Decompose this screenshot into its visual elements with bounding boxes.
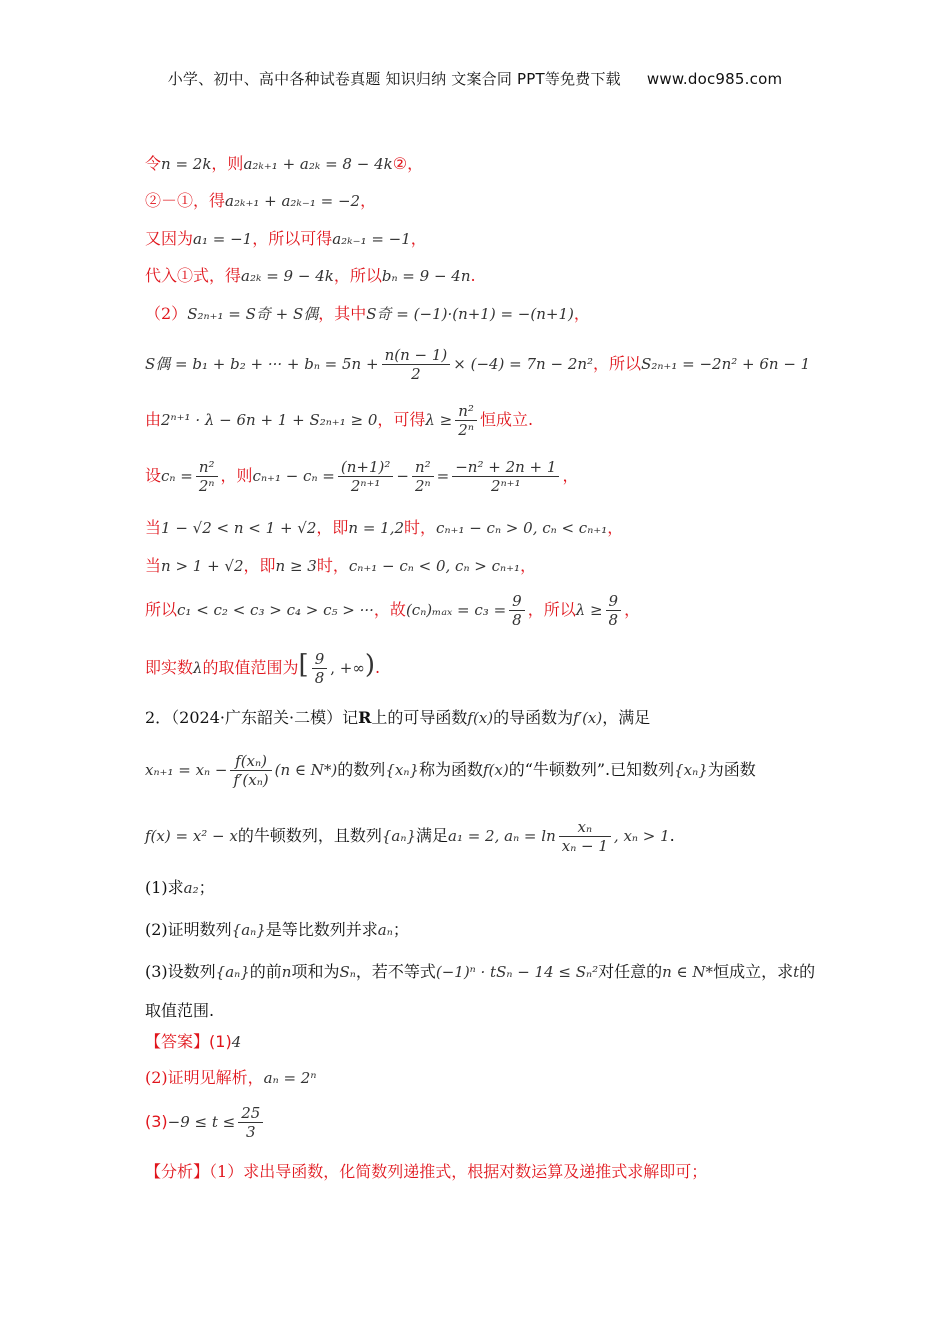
solution-line-9: 当1 − √2 < n < 1 + √2，即n = 1,2时，cₙ₊₁ − cₙ > 0, cₙ < cₙ₊₁，: [145, 518, 624, 537]
analysis-label: 【分析】: [145, 1162, 210, 1181]
solution-line-2: ②－①，得a₂ₖ₊₁ + a₂ₖ₋₁ = −2，: [145, 191, 377, 210]
question-1: (1)求a₂；: [145, 878, 215, 897]
problem2-line-3: f(x) = x² − x的牛顿数列，且数列{aₙ}满足a₁ = 2, aₙ = ln $\frac{\text{xₙ}}{\text{xₙ − 1}}$ , xₙ > 1.: [145, 818, 675, 855]
answer-line-2: (2)证明见解析，aₙ = 2ⁿ: [145, 1068, 317, 1087]
question-3: (3)设数列{aₙ}的前n项和为Sₙ，若不等式(−1)ⁿ · tSₙ − 14 ≤ Sₙ²对任意的n ∈ N*恒成立，求t的: [145, 962, 816, 981]
solution-line-3: 又因为a₁ = −1，所以可得a₂ₖ₋₁ = −1，: [145, 229, 427, 248]
solution-line-8: 设cₙ = $\frac{\text{n²}}{\text{2ⁿ}}$ ，则cₙ₊₁ − cₙ = $\frac{\text{(n+1)²}}{\text{2ⁿ⁺¹}}$ − $\frac{\text{n²}}{\text{2ⁿ}}$ = $\frac{\text{−n² + 2n + 1}}{\text{2ⁿ⁺¹}}$ ，: [145, 458, 579, 495]
solution-line-5: （2）S₂ₙ₊₁ = S奇 + S偶，其中S奇 = (−1)·(n+1) = −(n+1)，: [145, 304, 590, 323]
question-2: (2)证明数列{aₙ}是等比数列并求aₙ；: [145, 920, 409, 939]
header-site: www.doc985.com: [646, 70, 783, 88]
problem2-line-2: xₙ₊₁ = xₙ − $\frac{\text{f(xₙ)}}{\text{f′(xₙ)}}$ (n ∈ N*)的数列{xₙ}称为函数f(x)的“牛顿数列”.已知数列{xₙ}为函数: [145, 752, 756, 789]
answer-label: 【答案】: [145, 1032, 210, 1051]
analysis-line: 【分析】（1）求出导函数，化简数列递推式，根据对数运算及递推式求解即可；: [145, 1162, 708, 1181]
solution-line-6: S偶 = b₁ + b₂ + ··· + bₙ = 5n + $\frac{n(n - 1)}{2}$ × (−4) = 7n − 2n²，所以S₂ₙ₊₁ = −2n² + 6n − 1: [145, 346, 811, 383]
solution-line-10: 当n > 1 + √2，即n ≥ 3时，cₙ₊₁ − cₙ < 0, cₙ > cₙ₊₁，: [145, 556, 537, 575]
solution-line-12: 即实数λ的取值范围为[ $\frac{9}{8}$ , +∞).: [145, 650, 381, 687]
question-3-cont: 取值范围.: [145, 1001, 215, 1020]
solution-line-7: 由2ⁿ⁺¹ · λ − 6n + 1 + S₂ₙ₊₁ ≥ 0，可得λ ≥ $\frac{\text{n²}}{\text{2ⁿ}}$ 恒成立.: [145, 402, 534, 439]
answer-line-3: (3)−9 ≤ t ≤ $\frac{25}{3}$: [145, 1104, 266, 1141]
problem2-line-1: 2．（2024·广东韶关·二模）记R上的可导函数f(x)的导函数为f′(x)，满足: [145, 708, 651, 727]
solution-line-4: 代入①式，得a₂ₖ = 9 − 4k，所以bₙ = 9 − 4n.: [145, 266, 476, 285]
page-header: [0, 68, 950, 89]
header-text: 小学、初中、高中各种试卷真题 知识归纳 文案合同 PPT等免费下载: [167, 70, 621, 88]
answer-line-1: 【答案】(1)4: [145, 1032, 242, 1051]
solution-line-11: 所以c₁ < c₂ < c₃ > c₄ > c₅ > ···，故(cₙ)ₘₐₓ = c₃ = $\frac{9}{8}$ ，所以λ ≥ $\frac{9}{8}$ ，: [145, 592, 641, 629]
solution-line-1: 令n = 2k，则a₂ₖ₊₁ + a₂ₖ = 8 − 4k②，: [145, 154, 424, 173]
